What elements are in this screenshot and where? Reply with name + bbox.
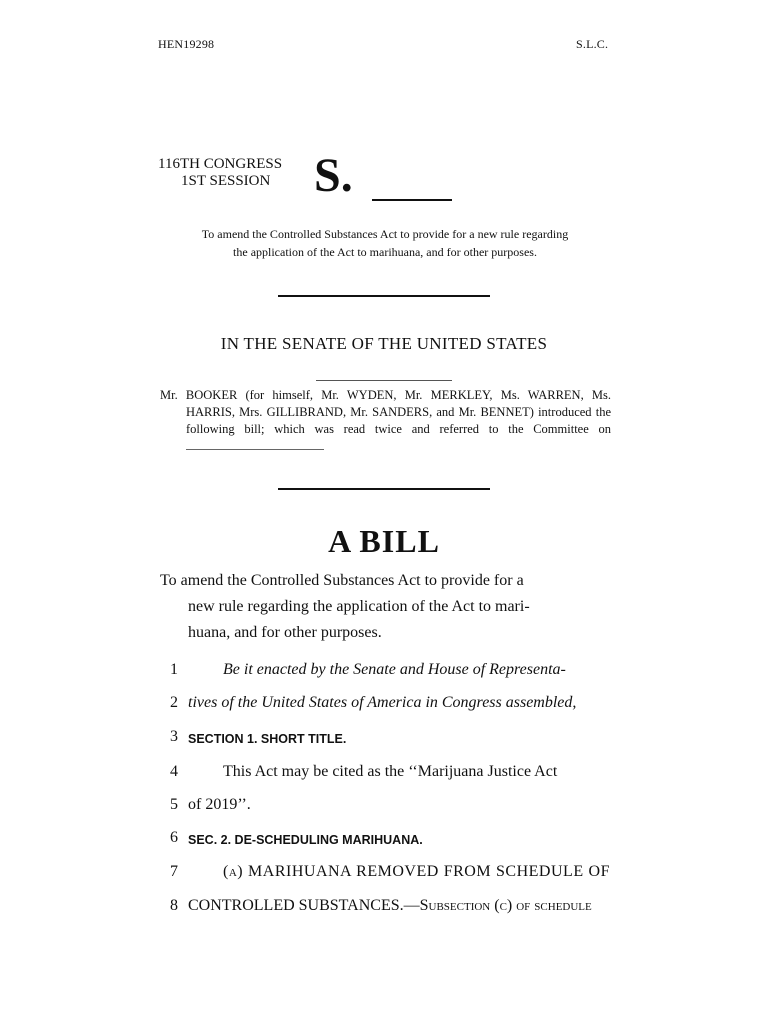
line-number: 7 [170,863,178,880]
line-number: 2 [170,694,178,711]
summary-line-2: the application of the Act to marihuana, and for other purposes. [233,245,537,259]
subsection-a-heading-line-2: CONTROLLED SUBSTANCES.—Subsection (c) of schedule [188,897,592,914]
purpose-line-3: huana, and for other purposes. [188,624,382,641]
document-type-code: S.L.C. [576,37,609,51]
section-1-heading: SECTION 1. SHORT TITLE. [188,732,347,746]
congress-number: 116TH CONGRESS [158,156,283,172]
line-number: 6 [170,829,178,846]
line-number: 4 [170,763,178,780]
subsection-a-heading-line-1: (a) MARIHUANA REMOVED FROM SCHEDULE OF [223,863,610,880]
introduction-paragraph [160,387,611,455]
intro-line-4: on [598,422,612,436]
intro-line-2: HARRIS, Mrs. GILLIBRAND, Mr. SANDERS, and Mr. BENNET) introduced [186,405,592,419]
short-divider [316,380,452,381]
enacting-clause-line-1: Be it enacted by the Senate and House of Representa- [223,661,566,678]
committee-blank [186,439,324,450]
purpose-clause [160,568,610,646]
line-number: 5 [170,796,178,813]
short-title-text-line-1: This Act may be cited as the ‘‘Marijuana Justice Act [223,763,558,780]
divider-rule [278,488,490,490]
chamber-heading: IN THE SENATE OF THE UNITED STATES [220,334,548,353]
bill-summary [160,225,610,261]
congress-session-block [158,156,282,190]
summary-line-1: To amend the Controlled Substances Act to provide for a new rule regarding [201,227,569,241]
line-number: 1 [170,661,178,678]
purpose-line-1: To amend the Controlled Substances Act to provide for a [160,572,524,589]
section-2-heading: SEC. 2. DE-SCHEDULING MARIHUANA. [188,833,423,847]
line-number: 8 [170,897,178,914]
short-title-text-line-2: of 2019’’. [188,796,251,813]
session-number: 1ST SESSION [181,173,271,189]
bill-prefix: S. [314,149,353,202]
document-code: HEN19298 [158,37,215,51]
intro-line-1: Mr. BOOKER (for himself, Mr. WYDEN, Mr. MERKLEY, Ms. WARREN, Ms. [160,388,611,402]
bill-title: A BILL [328,523,440,559]
line-number: 3 [170,728,178,745]
purpose-line-2: new rule regarding the application of the Act to mari- [188,598,530,615]
intro-line-3: the following bill; which was read twice and referred to the Committee [186,405,611,436]
bill-number-blank [372,199,452,201]
enacting-clause-line-2: tives of the United States of America in Congress assembled, [188,694,577,711]
divider-rule [278,295,490,297]
